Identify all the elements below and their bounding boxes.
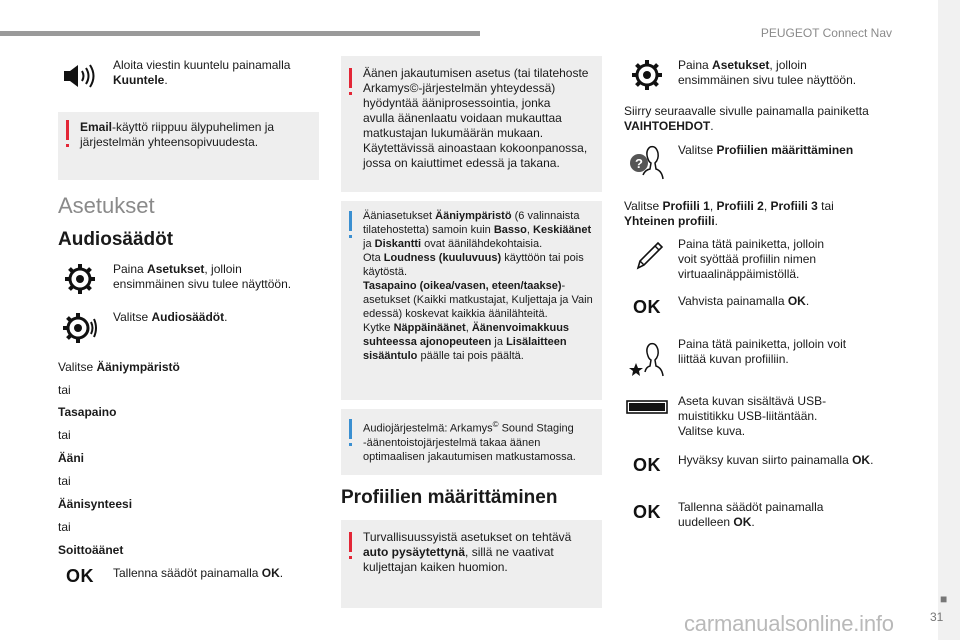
- header-rule: [0, 31, 480, 36]
- info-icon: [349, 419, 352, 439]
- or-text: tai: [58, 474, 71, 488]
- step-select-profiles: Valitse Profiilien määrittäminen: [678, 143, 854, 157]
- step-save-again: Tallenna säädöt painamalla uudelleen OK.: [678, 500, 824, 529]
- listen-instruction: Aloita viestin kuuntelu painamalla Kuuntele.: [113, 58, 291, 87]
- option-balance: Tasapaino: [58, 405, 117, 419]
- or-text: tai: [58, 383, 71, 397]
- audio-settings-info-box: [341, 201, 602, 400]
- warning-icon: [66, 120, 69, 140]
- step-insert-usb: Aseta kuvan sisältävä USB- muistitikku USB-liitäntään. Valitse kuva.: [678, 394, 827, 438]
- email-warning-box: [58, 112, 319, 180]
- step-choose-profile: Valitse Profiili 1, Profiili 2, Profiili 3 tai Yhteinen profiili.: [624, 199, 834, 228]
- step-enter-name: Paina tätä painiketta, jolloin voit syöttää profiilin nimen virtuaalinäppäimistöllä.: [678, 237, 825, 281]
- speaker-icon: [62, 62, 96, 90]
- step-options-page: Siirry seuraavalle sivulle painamalla painiketta VAIHTOEHDOT.: [624, 104, 869, 133]
- profile-question-icon: [628, 143, 664, 183]
- info-icon: [349, 211, 352, 231]
- arkamys-info-text: Audiojärjestelmä: Arkamys© Sound Staging -äänentoistojärjestelmä takaa äänen optimaalisen jakautumisen matkustamossa.: [363, 420, 576, 463]
- pencil-icon: [632, 240, 664, 272]
- warning-icon: [349, 532, 352, 552]
- ok-button-icon: OK: [633, 502, 661, 522]
- choose-ambience: Valitse Äänіympäristö: [58, 360, 180, 374]
- brand-label: PEUGEOT Connect Nav: [760, 26, 892, 40]
- ok-button-icon: OK: [633, 455, 661, 475]
- safety-warning-text: Turvallisuussyistä asetukset on tehtävä auto pysäytettynä, sillä ne vaativat kuljettajan kaiken huomion.: [363, 530, 572, 574]
- ok-button-icon: OK: [633, 297, 661, 317]
- subsection-title-audio: Audiosäädöt: [58, 229, 174, 250]
- email-warning-text: Email-käyttö riippuu älypuhelimen ja järjestelmän yhteensopivuudesta.: [80, 120, 275, 149]
- sound-distribution-warning-text: Äänen jakautumisen asetus (tai tilatehoste Arkamys©-järjestelmän yhteydessä) hyödyntää ääniprosessointia, jonka avulla äänenlaatu voidaan mukauttaa matkustajan lukumäärän mukaan. Käytettävissä ainoastaan kokoonpanossa, jossa on kaiuttimet edessä ja takana.: [363, 66, 589, 170]
- or-text: tai: [58, 428, 71, 442]
- warning-icon: [349, 68, 352, 88]
- svg-text:?: ?: [635, 156, 643, 171]
- step-confirm-ok: Vahvista painamalla OK.: [678, 294, 810, 308]
- gear-icon: [63, 262, 97, 296]
- save-instruction: Tallenna säädöt painamalla OK.: [113, 566, 284, 580]
- audio-settings-icon: [62, 310, 98, 346]
- section-title-profiles: Profiilien määrittäminen: [341, 487, 558, 508]
- option-ringtones: Soittoäänet: [58, 543, 124, 557]
- step-settings: Paina Asetukset, jolloin ensimmäinen sivu tulee näyttöön.: [113, 262, 292, 291]
- page-number: 31: [930, 610, 944, 624]
- option-voice: Äänisynteesi: [58, 497, 133, 511]
- ok-button-icon: OK: [66, 566, 94, 586]
- step-attach-image: Paina tätä painiketta, jolloin voit liittää kuvan profiiliin.: [678, 337, 847, 366]
- step-settings-profiles: Paina Asetukset, jolloin ensimmäinen sivu tulee näyttöön.: [678, 58, 857, 87]
- step-audio-settings: Valitse Audiosäädöt.: [113, 310, 228, 324]
- arkamys-info-box: [341, 409, 602, 475]
- step-accept-transfer: Hyväksy kuvan siirto painamalla OK.: [678, 453, 874, 467]
- profile-star-icon: [628, 340, 664, 380]
- or-text: tai: [58, 520, 71, 534]
- audio-settings-info-text: Ääniasetukset Äänіympäristö (6 valinnaista tilatehostetta) samoin kuin Basso, Keskiäänet ja Diskantti ovat äänilähdekohtaisia. Ota Loudness (kuuluvuus) käyttöön tai pois käytöstä. Tasapaino (oikea/vasen, eteen/taakse)- asetukset (Kaikki matkustajat, Kuljettaja ja Vain edessä) koskevat kaikkia äänilähteitä. Kytke Näppäinäänet, Äänenvoimakkuus suhteessa ajonopeuteen ja Lisälaitteen sisääntulo päälle tai pois päältä.: [363, 210, 593, 362]
- usb-stick-icon: [626, 400, 668, 414]
- gear-icon: [630, 58, 664, 92]
- safety-warning-box: [341, 520, 602, 608]
- sound-distribution-warning-box: [341, 56, 602, 192]
- section-title-asetukset: Asetukset: [58, 193, 155, 218]
- option-sound: Ääni: [58, 451, 85, 465]
- watermark: carmanualsonline.info: [684, 611, 894, 636]
- page-marker: ■: [940, 592, 948, 606]
- side-strip: [938, 0, 960, 640]
